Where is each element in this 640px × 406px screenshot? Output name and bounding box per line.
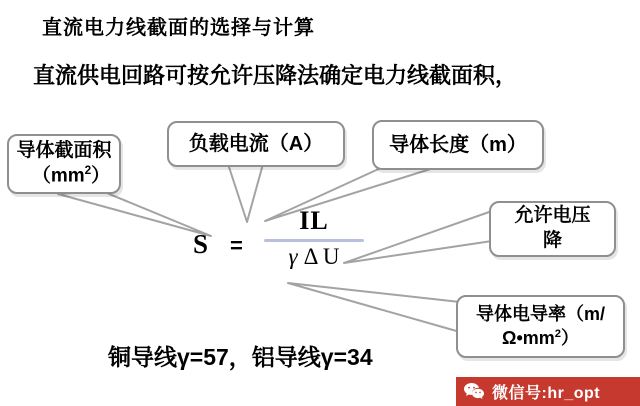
formula-numerator-il: IL: [299, 206, 329, 235]
callout-voltage-line1: 允许电压: [514, 205, 591, 227]
callout-conductor-area: [7, 134, 121, 194]
close-paren: ）: [91, 165, 111, 187]
tail-current-to-i: [228, 164, 263, 222]
callout-voltage-line2: 降: [542, 230, 562, 251]
wechat-watermark-badge: [456, 377, 640, 406]
tail-area-to-s: [58, 191, 211, 236]
formula-denominator: [262, 244, 366, 270]
conductivity-note: 铜导线γ=57，铝导线γ=34: [108, 344, 373, 370]
formula-lhs-s: S: [193, 229, 209, 259]
formula-fraction: [262, 207, 366, 270]
wechat-id-label: 微信号:hr_opt: [492, 385, 601, 402]
callout-conductor-area-line1: 导体截面积: [16, 139, 112, 161]
fraction-bar: [264, 239, 364, 242]
page-title: 直流电力线截面的选择与计算: [42, 17, 315, 39]
callout-conductivity-line2: [502, 327, 579, 350]
callout-conductor-length: [372, 120, 544, 170]
callout-conductivity-line1: 导体电导率（m/: [475, 304, 605, 325]
close-paren: ）: [560, 327, 579, 348]
superscript-2: 2: [84, 164, 92, 178]
wechat-icon: [463, 382, 485, 401]
callout-conductor-length-label: 导体长度（m）: [389, 134, 527, 156]
callout-load-current: [167, 121, 345, 167]
tail-conductivity-to-gamma: [288, 283, 460, 332]
tail-voltage-to-du: [344, 211, 492, 263]
unit-ohm-mm: Ω•mm: [502, 327, 555, 348]
callout-conductor-area-line2: [18, 163, 110, 189]
formula-equals-sign: =: [230, 233, 243, 258]
superscript-2: 2: [554, 327, 561, 340]
subtitle: 直流供电回路可按允许压降法确定电力线截面积，: [33, 63, 518, 88]
callout-allowed-voltage-drop: [489, 201, 616, 257]
delta-u-symbol: Δ U: [303, 243, 340, 269]
callout-load-current-label: 负载电流（A）: [188, 133, 324, 155]
callout-conductivity: [456, 295, 625, 358]
unit-mm: （mm: [31, 165, 85, 187]
gamma-symbol: γ: [288, 243, 298, 269]
